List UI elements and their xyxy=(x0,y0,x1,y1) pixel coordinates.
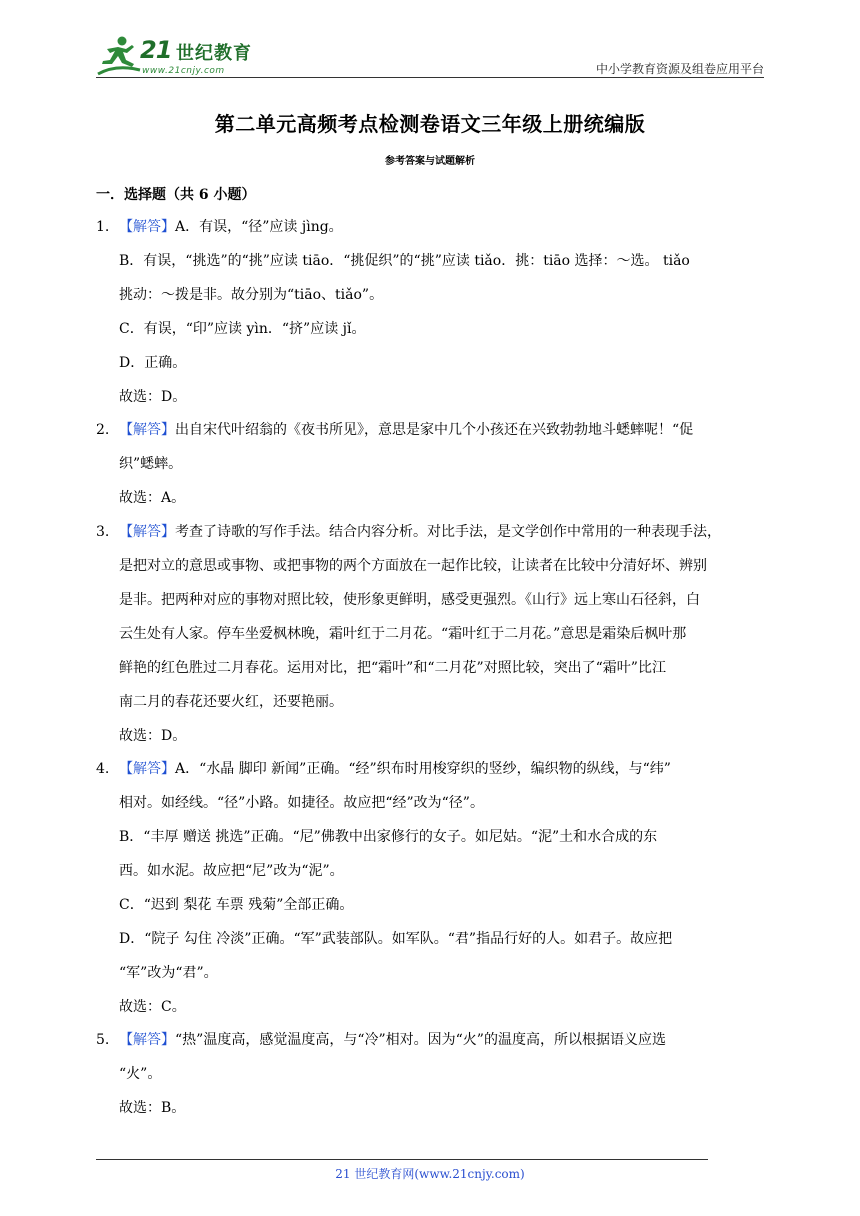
answer-item-1 xyxy=(96,210,768,414)
question-number: 1. xyxy=(96,219,110,235)
answer-text: A．“水晶 脚印 新闻”正确。“经”织布时用梭穿织的竖纱，编织物的纵线，与“纬” xyxy=(175,761,671,777)
answer-text: A．有误，“径”应读 jìng。 xyxy=(175,219,343,235)
page-title: 第二单元高频考点检测卷语文三年级上册统编版 xyxy=(214,112,646,136)
question-number: 5. xyxy=(96,1032,110,1048)
footer-link[interactable]: 21 世纪教育网(www.21cnjy.com) xyxy=(335,1167,525,1181)
answer-item-5 xyxy=(96,1023,768,1125)
answer-text: 出自宋代叶绍翁的《夜书所见》，意思是家中几个小孩还在兴致勃勃地斗蟋蟀呢！“促 xyxy=(175,422,694,438)
answer-line: 鲜艳的红色胜过二月春花。运用对比，把“霜叶”和“二月花”对照比较，突出了“霜叶”比江 xyxy=(119,660,666,676)
answer-choice: 故选：A。 xyxy=(119,490,186,506)
answer-line: D．“院子 勾住 冷淡”正确。“军”武装部队。如军队。“君”指品行好的人。如君子。故应把 xyxy=(119,931,673,947)
answer-tag: 【解答】 xyxy=(119,761,175,777)
answer-line: D．正确。 xyxy=(119,355,187,371)
answer-line xyxy=(96,752,768,786)
answer-line: “军”改为“君”。 xyxy=(119,965,218,981)
answer-line xyxy=(96,515,768,549)
answer-item-2 xyxy=(96,413,768,515)
answer-choice: 故选：B。 xyxy=(119,1100,186,1116)
answer-line: 是非。把两种对应的事物对照比较，使形象更鲜明，感受更强烈。《山行》远上寒山石径斜，白 xyxy=(119,592,700,608)
answer-line: 相对。如经线。“径”小路。如捷径。故应把“经”改为“径”。 xyxy=(119,795,484,811)
page-subtitle: 参考答案与试题解析 xyxy=(385,156,475,167)
footer-divider xyxy=(96,1159,708,1160)
answer-line: B．有误，“挑选”的“挑”应读 tiāo．“挑促织”的“挑”应读 tiǎo．挑：tiāo 选择：～选。 tiǎo xyxy=(119,253,690,269)
answer-text: “热”温度高，感觉温度高，与“冷”相对。因为“火”的温度高，所以根据语义应选 xyxy=(175,1032,666,1048)
site-logo[interactable] xyxy=(96,34,266,78)
answer-line: 是把对立的意思或事物、或把事物的两个方面放在一起作比较，让读者在比较中分清好坏、辨别 xyxy=(119,558,707,574)
answer-item-3 xyxy=(96,515,768,753)
answer-tag: 【解答】 xyxy=(119,524,175,540)
header-divider xyxy=(96,77,764,78)
logo-brand-name: 世纪教育 xyxy=(176,43,252,64)
answer-line: “火”。 xyxy=(119,1066,162,1082)
answer-tag: 【解答】 xyxy=(119,219,175,235)
answer-tag: 【解答】 xyxy=(119,422,175,438)
answer-line xyxy=(96,1023,768,1057)
question-number: 2. xyxy=(96,422,110,438)
answer-choice: 故选：D。 xyxy=(119,728,187,744)
answer-line: 织”蟋蟀。 xyxy=(119,456,183,472)
logo-number: 21 xyxy=(140,36,172,64)
platform-name: 中小学教育资源及组卷应用平台 xyxy=(595,62,764,76)
answer-line: C．“迟到 梨花 车票 残菊”全部正确。 xyxy=(119,897,354,913)
answer-line: 挑动：～拨是非。故分别为“tiāo、tiǎo”。 xyxy=(119,287,384,303)
answer-line xyxy=(96,413,768,447)
answer-line: 西。如水泥。故应把“尼”改为“泥”。 xyxy=(119,863,344,879)
section-heading: 一．选择题（共 6 小题） xyxy=(96,187,256,203)
answer-line: 云生处有人家。停车坐爱枫林晚，霜叶红于二月花。“霜叶红于二月花。”意思是霜染后枫叶那 xyxy=(119,626,687,642)
answer-text: 考查了诗歌的写作手法。结合内容分析。对比手法，是文学创作中常用的一种表现手法， xyxy=(175,524,721,540)
answer-choice: 故选：D。 xyxy=(119,389,187,405)
runner-logo-icon xyxy=(96,34,142,78)
page-header xyxy=(96,30,764,82)
question-number: 4. xyxy=(96,761,110,777)
answer-item-4 xyxy=(96,752,768,1024)
answer-tag: 【解答】 xyxy=(119,1032,175,1048)
answer-choice: 故选：C。 xyxy=(119,999,186,1015)
answer-line: B．“丰厚 赠送 挑选”正确。“尼”佛教中出家修行的女子。如尼姑。“泥”土和水合成的东 xyxy=(119,829,658,845)
answer-line: 南二月的春花还要火红，还要艳丽。 xyxy=(119,694,343,710)
answer-line xyxy=(96,210,768,244)
answer-line: C．有误，“印”应读 yìn．“挤”应读 jǐ。 xyxy=(119,321,366,337)
logo-url: www.21cnjy.com xyxy=(142,66,225,76)
question-number: 3. xyxy=(96,524,110,540)
